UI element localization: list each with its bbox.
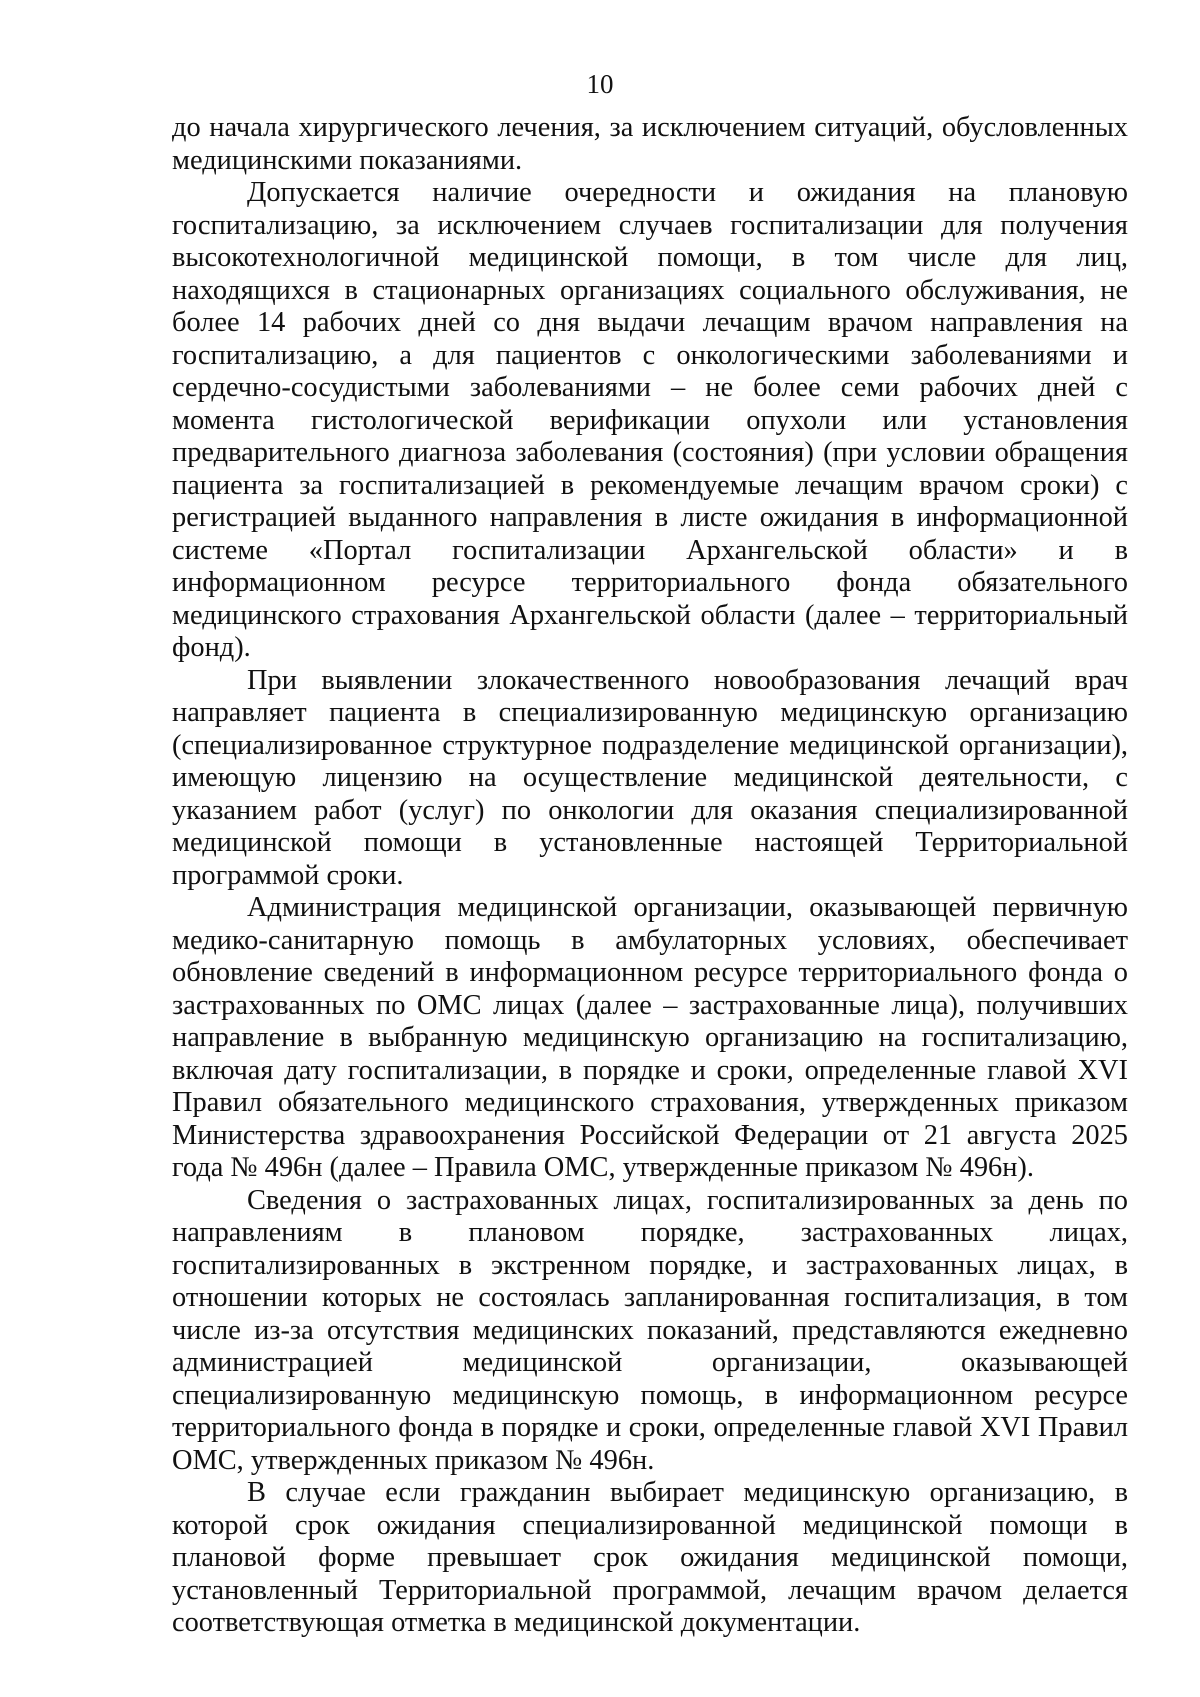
paragraph-6: В случае если гражданин выбирает медицинскую организацию, в которой срок ожидания специализированной медицинской помощи в плановой форме превышает срок ожидания медицинской помощи, установленный Территориальной программой, лечащим врачом делается соответствующая отметка в медицинской документации. bbox=[172, 1477, 1128, 1638]
paragraph-1: до начала хирургического лечения, за исключением ситуаций, обусловленных медицинскими показаниями. bbox=[172, 112, 1128, 176]
paragraph-2: Допускается наличие очередности и ожидания на плановую госпитализацию, за исключением случаев госпитализации для получения высокотехнологичной медицинской помощи, в том числе для лиц, находящихся в стационарных организациях социального обслуживания, не более 14 рабочих дней со дня выдачи лечащим врачом направления на госпитализацию, а для пациентов с онкологическими заболеваниями и сердечно-сосудистыми заболеваниями – не более семи рабочих дней с момента гистологической верификации опухоли или установления предварительного диагноза заболевания (состояния) (при условии обращения пациента за госпитализацией в рекомендуемые лечащим врачом сроки) с регистрацией выданного направления в листе ожидания в информационной системе «Портал госпитализации Архангельской области» и в информационном ресурсе территориального фонда обязательного медицинского страхования Архангельской области (далее – территориальный фонд). bbox=[172, 177, 1128, 663]
paragraph-3: При выявлении злокачественного новообразования лечащий врач направляет пациента в специализированную медицинскую организацию (специализированное структурное подразделение медицинской организации), имеющую лицензию на осуществление медицинской деятельности, с указанием работ (услуг) по онкологии для оказания специализированной медицинской помощи в установленные настоящей Территориальной программой сроки. bbox=[172, 664, 1128, 891]
paragraph-4: Администрация медицинской организации, оказывающей первичную медико-санитарную помощь в амбулаторных условиях, обеспечивает обновление сведений в информационном ресурсе территориального фонда о застрахованных по ОМС лицах (далее – застрахованные лица), получивших направление в выбранную медицинскую организацию на госпитализацию, включая дату госпитализации, в порядке и сроки, определенные главой XVI Правил обязательного медицинского страхования, утвержденных приказом Министерства здравоохранения Российской Федерации от 21 августа 2025 года № 496н (далее – Правила ОМС, утвержденные приказом № 496н). bbox=[172, 892, 1128, 1183]
document-body bbox=[172, 112, 1128, 1640]
page-number: 10 bbox=[586, 69, 614, 99]
paragraph-5: Сведения о застрахованных лицах, госпитализированных за день по направлениям в плановом порядке, застрахованных лицах, госпитализированных в экстренном порядке, и застрахованных лицах, в отношении которых не состоялась запланированная госпитализация, в том числе из-за отсутствия медицинских показаний, представляются ежедневно администрацией медицинской организации, оказывающей специализированную медицинскую помощь, в информационном ресурсе территориального фонда в порядке и сроки, определенные главой XVI Правил ОМС, утвержденных приказом № 496н. bbox=[172, 1184, 1128, 1476]
